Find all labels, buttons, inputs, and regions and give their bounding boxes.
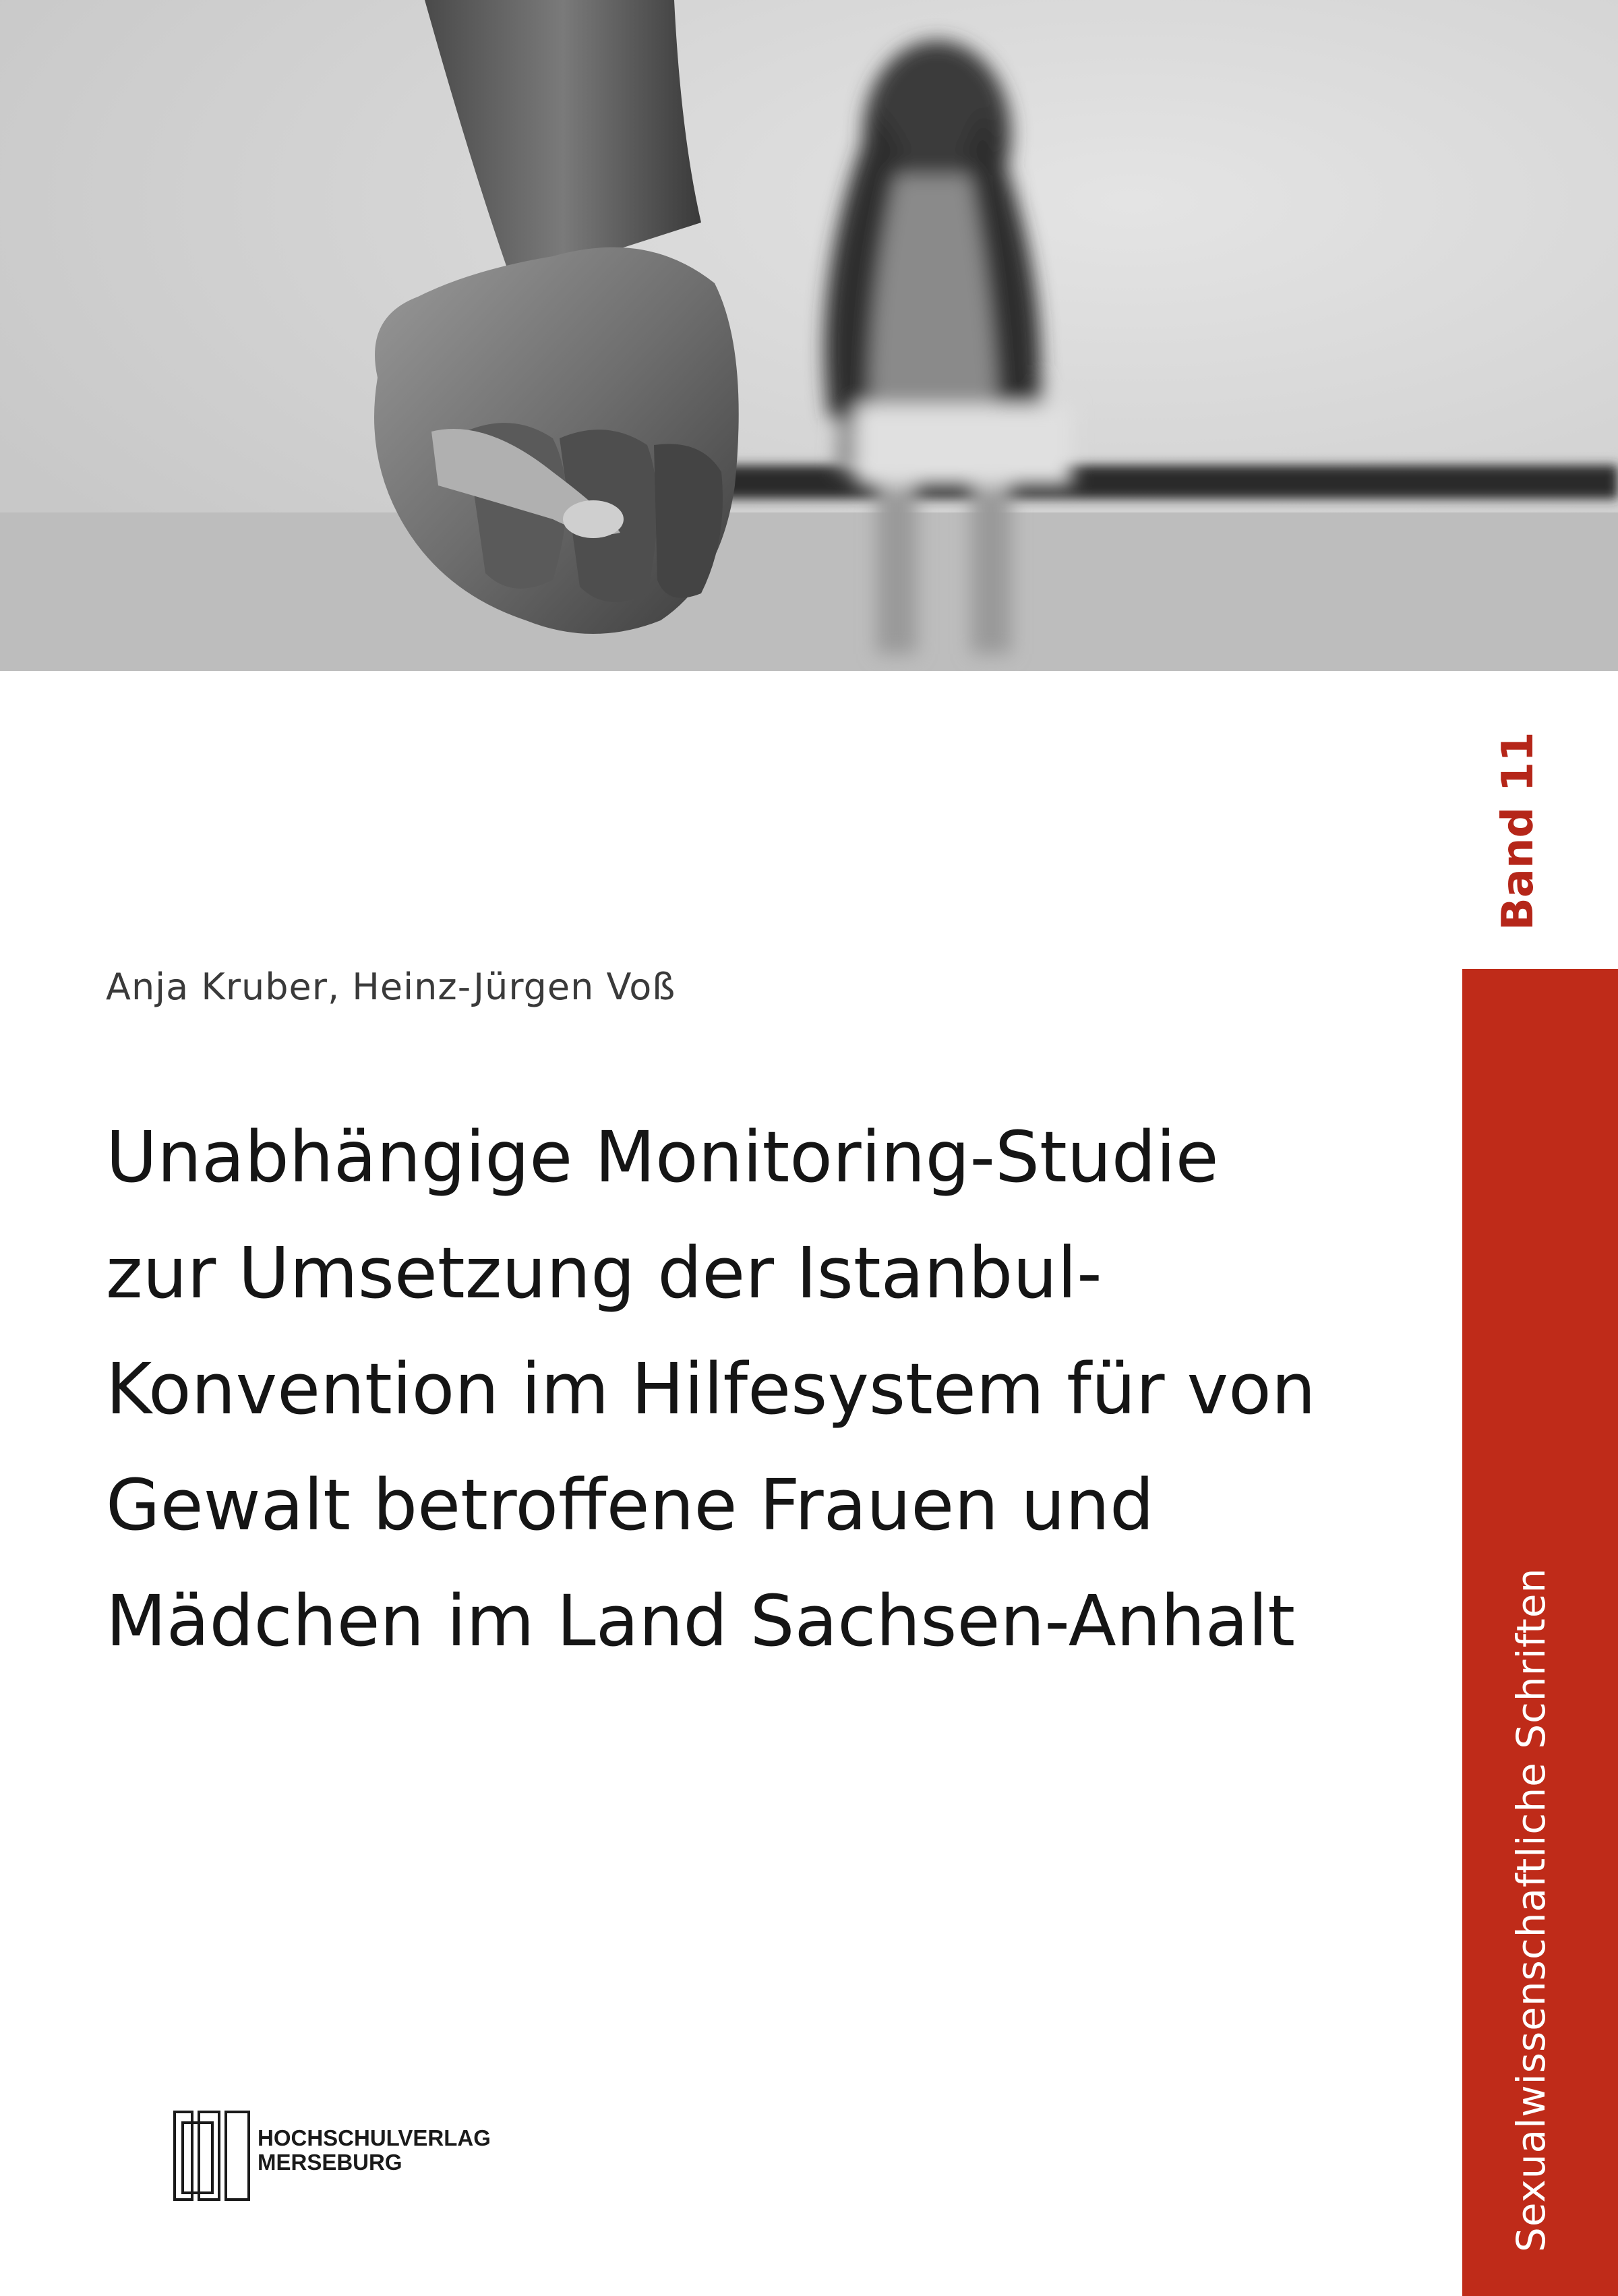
book-title: [106, 1099, 1420, 1679]
cover-photo-illustration: [0, 0, 1618, 671]
title-line: zur Umsetzung der Istanbul-: [106, 1232, 1102, 1314]
publisher-line-1: HOCHSCHULVERLAG: [258, 2125, 491, 2150]
publisher-name: [258, 2126, 491, 2175]
cover-photo: [0, 0, 1618, 671]
title-line: Mädchen im Land Sachsen-Anhalt: [106, 1580, 1295, 1662]
series-title: Sexualwissenschaftliche Schriften: [1508, 1567, 1554, 2252]
volume-text: Band 11: [1493, 732, 1543, 931]
authors: Anja Kruber, Heinz-Jürgen Voß: [106, 966, 676, 1008]
publisher-line-2: MERSEBURG: [258, 2150, 402, 2175]
publisher-logo-icon: [172, 2109, 253, 2204]
title-line: Unabhängige Monitoring-Studie: [106, 1116, 1219, 1198]
title-line: Konvention im Hilfesystem für von: [106, 1348, 1316, 1430]
publisher-logo: [172, 2109, 522, 2204]
title-line: Gewalt betroffene Frauen und: [106, 1464, 1155, 1546]
